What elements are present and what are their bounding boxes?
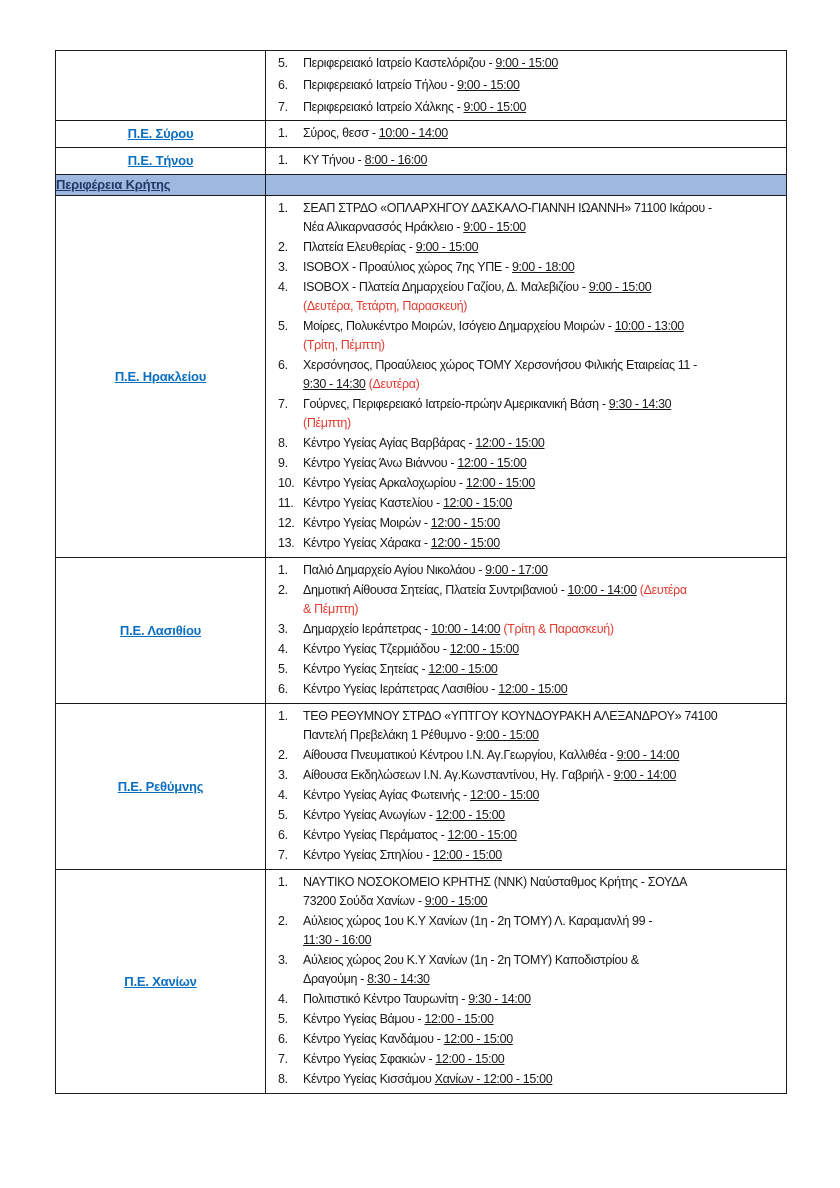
item-text (303, 806, 782, 825)
location-item (278, 581, 782, 619)
region-row (56, 870, 787, 1094)
region-label-link[interactable]: Π.Ε. Λασιθίου (119, 622, 202, 638)
location-text: Κέντρο Υγείας Σφακιών - (303, 1052, 436, 1066)
item-text (303, 258, 782, 277)
location-text: Δημαρχείο Ιεράπετρας - (303, 622, 432, 636)
item-text (303, 640, 782, 659)
item-text (303, 766, 782, 785)
location-text: Αίθουσα Πνευματικού Κέντρου Ι.Ν. Αγ.Γεωργίου, Καλλιθέα - (303, 748, 617, 762)
item-number: 3. (278, 260, 288, 274)
item-line (303, 766, 782, 785)
item-line (303, 98, 782, 117)
item-number: 1. (278, 126, 288, 140)
hours-text: 12:00 - 15:00 (475, 436, 545, 450)
location-text: Πλατεία Ελευθερίας - (303, 240, 416, 254)
hours-text: 9:30 - 14:30 (608, 397, 672, 411)
location-text: Κέντρο Υγείας Περάματος - (303, 828, 448, 842)
hours-text: 12:00 - 15:00 (449, 642, 519, 656)
item-number: 8. (278, 1072, 288, 1086)
hours-text: 12:00 - 15:00 (442, 496, 513, 510)
region-label-cell (56, 704, 266, 870)
region-row (56, 196, 787, 558)
item-line (303, 620, 782, 639)
days-note: (Δευτέρα) (365, 377, 420, 391)
location-item (278, 680, 782, 699)
location-item (278, 98, 782, 117)
location-text: Κέντρο Υγείας Σπηλίου - (303, 848, 433, 862)
item-text (303, 786, 782, 805)
location-text: Κέντρο Υγείας Κανδάμου - (303, 1032, 444, 1046)
item-text (303, 680, 782, 699)
item-text (303, 660, 782, 679)
item-text (303, 98, 782, 117)
item-number: 3. (278, 622, 288, 636)
section-header-label[interactable]: Περιφέρεια Κρήτης (56, 177, 171, 192)
location-item (278, 826, 782, 845)
item-line (303, 951, 782, 970)
location-item (278, 54, 782, 73)
item-line (303, 336, 782, 355)
location-text: 73200 Σούδα Χανίων - (303, 894, 425, 908)
location-text: Κέντρο Υγείας Αγίας Φωτεινής - (303, 788, 470, 802)
location-item (278, 317, 782, 355)
section-header-row (56, 175, 787, 196)
item-text (303, 317, 782, 355)
item-text (303, 707, 782, 745)
item-number: 5. (278, 1012, 288, 1026)
item-text (303, 561, 782, 580)
item-line (303, 434, 782, 453)
item-line (303, 534, 782, 553)
region-items-cell (266, 704, 787, 870)
item-line (303, 707, 782, 726)
location-item (278, 1010, 782, 1029)
hours-text: 12:00 - 15:00 (457, 456, 527, 470)
item-number: 10. (278, 476, 295, 490)
hours-text: 9:00 - 15:00 (495, 56, 558, 70)
section-header-cell (56, 175, 266, 196)
days-note: (Τρίτη, Πέμπτη) (303, 338, 385, 352)
region-row (56, 51, 787, 121)
item-number: 6. (278, 828, 288, 842)
item-line (303, 54, 782, 73)
item-line (303, 199, 782, 218)
hours-text: 10:00 - 14:00 (431, 622, 501, 636)
location-text: Νέα Αλικαρνασσός Ηράκλειο - (303, 220, 464, 234)
region-items-cell (266, 121, 787, 148)
item-text (303, 846, 782, 865)
item-line (303, 660, 782, 679)
location-text: Κέντρο Υγείας Βάμου - (303, 1012, 425, 1026)
hours-text: 9:00 - 14:00 (616, 748, 680, 762)
region-label-link[interactable]: Π.Ε. Τήνου (127, 153, 194, 168)
health-units-table (55, 50, 787, 1094)
location-text: ΝΑΥΤΙΚΟ ΝΟΣΟΚΟΜΕΙΟ ΚΡΗΤΗΣ (ΝΝΚ) Ναύσταθμος Κρήτης - ΣΟΥΔΑ (303, 875, 688, 889)
location-text: Κέντρο Υγείας Μοιρών - (303, 516, 431, 530)
hours-text: 9:00 - 17:00 (485, 563, 548, 577)
section-header-empty-cell (266, 175, 787, 196)
item-line (303, 395, 782, 414)
item-text (303, 1050, 782, 1069)
location-item (278, 238, 782, 257)
region-row (56, 148, 787, 175)
item-number: 3. (278, 768, 288, 782)
days-note: & Πέμπτη) (303, 602, 359, 616)
location-item (278, 76, 782, 95)
item-number: 2. (278, 914, 288, 928)
item-number: 6. (278, 358, 288, 372)
item-line (303, 826, 782, 845)
hours-text: 9:00 - 15:00 (415, 240, 479, 254)
location-text: Κέντρο Υγείας Άνω Βιάννου - (303, 456, 458, 470)
location-item (278, 561, 782, 580)
region-row (56, 121, 787, 148)
location-item (278, 766, 782, 785)
location-text: Παλιό Δημαρχείο Αγίου Νικολάου - (303, 563, 486, 577)
item-line (303, 680, 782, 699)
hours-text: 12:00 - 15:00 (447, 828, 517, 842)
location-text: Κέντρο Υγείας Καστελίου - (303, 496, 443, 510)
hours-text: 9:00 - 15:00 (476, 728, 539, 742)
location-text: Κέντρο Υγείας Χάρακα - (303, 536, 431, 550)
item-number: 8. (278, 436, 288, 450)
hours-text: 12:00 - 15:00 (424, 1012, 494, 1026)
hours-text: 9:00 - 15:00 (463, 220, 526, 234)
hours-text: 9:00 - 14:00 (613, 768, 677, 782)
item-text (303, 826, 782, 845)
location-item (278, 278, 782, 316)
item-text (303, 746, 782, 765)
location-item (278, 707, 782, 745)
region-label-link[interactable]: Π.Ε. Ηρακλείου (114, 368, 207, 384)
location-text: Αύλειος χώρος 2ου Κ.Υ Χανίων (1η - 2η ΤΟΜΥ) Καποδιστρίου & (303, 953, 639, 967)
item-number: 1. (278, 563, 288, 577)
item-line (303, 726, 782, 745)
location-text: Κέντρο Υγείας Αγίας Βαρβάρας - (303, 436, 476, 450)
item-number: 9. (278, 456, 288, 470)
location-text: Γούρνες, Περιφερειακό Ιατρείο-πρώην Αμερικανική Βάση - (303, 397, 609, 411)
item-text (303, 1070, 782, 1089)
item-line (303, 76, 782, 95)
hours-text: 10:00 - 14:00 (378, 126, 448, 140)
region-label-cell (56, 51, 266, 121)
item-text (303, 951, 782, 989)
location-text: Κέντρο Υγείας Ανωγίων - (303, 808, 436, 822)
item-line (303, 786, 782, 805)
item-number: 7. (278, 397, 288, 411)
item-text (303, 434, 782, 453)
item-line (303, 892, 782, 911)
item-text (303, 494, 782, 513)
item-line (303, 970, 782, 989)
location-item (278, 846, 782, 865)
item-number: 2. (278, 240, 288, 254)
item-line (303, 151, 782, 170)
item-number: 5. (278, 319, 288, 333)
location-text: Κέντρο Υγείας Ιεράπετρας Λασιθίου - (303, 682, 499, 696)
region-label-cell (56, 148, 266, 175)
item-line (303, 746, 782, 765)
item-line (303, 494, 782, 513)
item-number: 4. (278, 280, 288, 294)
location-text: Περιφερειακό Ιατρείο Καστελόριζου - (303, 56, 496, 70)
location-item (278, 151, 782, 170)
item-line (303, 912, 782, 931)
location-text: Δραγούμη - (303, 972, 368, 986)
hours-text: 8:00 - 16:00 (364, 153, 428, 167)
item-line (303, 297, 782, 316)
item-text (303, 534, 782, 553)
location-item (278, 912, 782, 950)
location-text: Περιφερειακό Ιατρείο Χάλκης - (303, 100, 464, 114)
item-line (303, 375, 782, 394)
location-text: Αίθουσα Εκδηλώσεων Ι.Ν. Αγ.Κωνσταντίνου, Ηγ. Γαβριήλ - (303, 768, 614, 782)
hours-text: 12:00 - 15:00 (428, 662, 498, 676)
item-line (303, 806, 782, 825)
location-item (278, 660, 782, 679)
hours-text: 12:00 - 15:00 (465, 476, 535, 490)
region-items-cell (266, 558, 787, 704)
location-item (278, 786, 782, 805)
hours-text: 10:00 - 14:00 (567, 583, 637, 597)
item-number: 11. (278, 496, 294, 510)
item-line (303, 1010, 782, 1029)
region-items-cell (266, 870, 787, 1094)
location-item (278, 1030, 782, 1049)
item-text (303, 454, 782, 473)
item-text (303, 76, 782, 95)
item-text (303, 990, 782, 1009)
hours-text: 12:00 - 15:00 (430, 536, 500, 550)
hours-text: 12:00 - 15:00 (435, 808, 505, 822)
item-line (303, 514, 782, 533)
item-line (303, 218, 782, 237)
region-row (56, 704, 787, 870)
region-label-cell (56, 558, 266, 704)
hours-text: 12:00 - 15:00 (443, 1032, 513, 1046)
location-list (266, 196, 786, 557)
location-item (278, 434, 782, 453)
location-item (278, 474, 782, 493)
region-label-link[interactable]: Π.Ε. Ρεθύμνης (117, 778, 204, 794)
item-line (303, 278, 782, 297)
location-item (278, 124, 782, 143)
location-item (278, 258, 782, 277)
hours-text: 9:00 - 15:00 (457, 78, 520, 92)
location-text: Πολιτιστικό Κέντρο Ταυρωνίτη - (303, 992, 469, 1006)
location-list (266, 121, 786, 147)
item-line (303, 258, 782, 277)
hours-text: 12:00 - 15:00 (498, 682, 568, 696)
location-text: Παντελή Πρεβελάκη 1 Ρέθυμνο - (303, 728, 477, 742)
location-item (278, 873, 782, 911)
item-line (303, 317, 782, 336)
item-line (303, 238, 782, 257)
hours-text: 10:00 - 13:00 (614, 319, 684, 333)
location-item (278, 454, 782, 473)
item-number: 7. (278, 1052, 288, 1066)
hours-text: 8:30 - 14:30 (367, 972, 430, 986)
location-item (278, 951, 782, 989)
days-note: (Δευτέρα (636, 583, 687, 597)
item-number: 4. (278, 642, 288, 656)
item-text (303, 1030, 782, 1049)
location-item (278, 199, 782, 237)
location-list (266, 870, 786, 1093)
item-line (303, 581, 782, 600)
item-number: 5. (278, 808, 288, 822)
item-number: 2. (278, 583, 288, 597)
item-text (303, 912, 782, 950)
region-label-cell (56, 121, 266, 148)
item-text (303, 124, 782, 143)
item-number: 7. (278, 848, 288, 862)
region-label-link[interactable]: Π.Ε. Χανίων (124, 973, 197, 989)
region-items-cell (266, 51, 787, 121)
item-number: 5. (278, 56, 288, 70)
item-line (303, 1050, 782, 1069)
item-line (303, 124, 782, 143)
location-text: Περιφερειακό Ιατρείο Τήλου - (303, 78, 458, 92)
location-list (266, 148, 786, 174)
location-text: Δημοτική Αίθουσα Σητείας, Πλατεία Συντριβανιού - (303, 583, 568, 597)
region-items-cell (266, 196, 787, 558)
hours-text: 9:00 - 15:00 (588, 280, 652, 294)
location-text: ΣΕΑΠ ΣΤΡΔΟ «ΟΠΛΑΡΧΗΓΟΥ ΔΑΣΚΑΛΟ-ΓΙΑΝΝΗ ΙΩΑΝΝΗ» 71100 Ικάρου - (303, 201, 712, 215)
hours-text: 11:30 - 16:00 (303, 933, 372, 947)
item-number: 1. (278, 709, 288, 723)
location-text: Κέντρο Υγείας Τζερμιάδου - (303, 642, 450, 656)
item-text (303, 151, 782, 170)
item-number: 1. (278, 875, 288, 889)
item-line (303, 1030, 782, 1049)
location-item (278, 990, 782, 1009)
hours-text: 9:00 - 15:00 (424, 894, 488, 908)
location-text: ISOBOX - Προαύλιος χώρος 7ης ΥΠΕ - (303, 260, 512, 274)
item-number: 6. (278, 682, 288, 696)
item-number: 1. (278, 153, 288, 167)
location-text: Αύλειος χώρος 1ου Κ.Υ Χανίων (1η - 2η ΤΟΜΥ) Λ. Καραμανλή 99 - (303, 914, 653, 928)
item-text (303, 278, 782, 316)
item-line (303, 356, 782, 375)
item-line (303, 1070, 782, 1089)
item-line (303, 561, 782, 580)
item-text (303, 238, 782, 257)
item-line (303, 454, 782, 473)
item-text (303, 1010, 782, 1029)
location-text: Κέντρο Υγείας Σητείας - (303, 662, 429, 676)
location-item (278, 494, 782, 513)
location-text: Κέντρο Υγείας Αρκαλοχωρίου - (303, 476, 466, 490)
hours-text: Χανίων - 12:00 - 15:00 (434, 1072, 553, 1086)
item-number: 5. (278, 662, 288, 676)
days-note: (Τρίτη & Παρασκευή) (500, 622, 614, 636)
location-item (278, 356, 782, 394)
hours-text: 9:30 - 14:00 (468, 992, 531, 1006)
location-item (278, 514, 782, 533)
location-item (278, 1050, 782, 1069)
location-text: ISOBOX - Πλατεία Δημαρχείου Γαζίου, Δ. Μαλεβιζίου - (303, 280, 589, 294)
hours-text: 9:30 - 14:30 (303, 377, 366, 391)
location-text: Κέντρο Υγείας Κισσάμου (303, 1072, 435, 1086)
location-text: ΚΥ Τήνου - (303, 153, 365, 167)
item-text (303, 873, 782, 911)
item-number: 1. (278, 201, 288, 215)
item-number: 13. (278, 536, 295, 550)
item-number: 6. (278, 1032, 288, 1046)
item-line (303, 640, 782, 659)
item-line (303, 873, 782, 892)
days-note: (Πέμπτη) (303, 416, 351, 430)
location-text: ΤΕΘ ΡΕΘΥΜΝΟΥ ΣΤΡΔΟ «ΥΠΤΓΟΥ ΚΟΥΝΔΟΥΡΑΚΗ ΑΛΕΞΑΝΔΡΟΥ» 74100 (303, 709, 718, 723)
item-line (303, 990, 782, 1009)
item-text (303, 54, 782, 73)
item-number: 4. (278, 788, 288, 802)
hours-text: 12:00 - 15:00 (430, 516, 500, 530)
item-line (303, 931, 782, 950)
item-number: 12. (278, 516, 295, 530)
item-text (303, 581, 782, 619)
location-text: Χερσόνησος, Προαύλειος χώρος ΤΟΜΥ Χερσονήσου Φιλικής Εταιρείας 11 - (303, 358, 697, 372)
item-number: 7. (278, 100, 288, 114)
region-label-cell (56, 196, 266, 558)
health-units-table-body (56, 51, 787, 1094)
item-text (303, 474, 782, 493)
location-list (266, 704, 786, 869)
item-number: 3. (278, 953, 288, 967)
region-label-link[interactable]: Π.Ε. Σύρου (127, 126, 194, 141)
item-text (303, 620, 782, 639)
location-list (266, 558, 786, 703)
item-number: 6. (278, 78, 288, 92)
item-line (303, 600, 782, 619)
location-item (278, 1070, 782, 1089)
region-row (56, 558, 787, 704)
hours-text: 12:00 - 15:00 (432, 848, 502, 862)
location-list (266, 51, 786, 120)
item-text (303, 514, 782, 533)
item-line (303, 414, 782, 433)
location-item (278, 640, 782, 659)
hours-text: 9:00 - 15:00 (463, 100, 527, 114)
item-line (303, 474, 782, 493)
location-text: Μοίρες, Πολυκέντρο Μοιρών, Ισόγειο Δημαρχείου Μοιρών - (303, 319, 615, 333)
location-item (278, 534, 782, 553)
location-item (278, 395, 782, 433)
item-text (303, 199, 782, 237)
item-text (303, 356, 782, 394)
item-number: 4. (278, 992, 288, 1006)
item-line (303, 846, 782, 865)
region-items-cell (266, 148, 787, 175)
hours-text: 12:00 - 15:00 (469, 788, 540, 802)
item-number: 2. (278, 748, 288, 762)
location-item (278, 620, 782, 639)
location-item (278, 806, 782, 825)
location-text: Σύρος, θεσσ - (303, 126, 379, 140)
hours-text: 9:00 - 18:00 (511, 260, 575, 274)
days-note: (Δευτέρα, Τετάρτη, Παρασκευή) (303, 299, 468, 313)
location-item (278, 746, 782, 765)
item-text (303, 395, 782, 433)
hours-text: 12:00 - 15:00 (435, 1052, 505, 1066)
region-label-cell (56, 870, 266, 1094)
